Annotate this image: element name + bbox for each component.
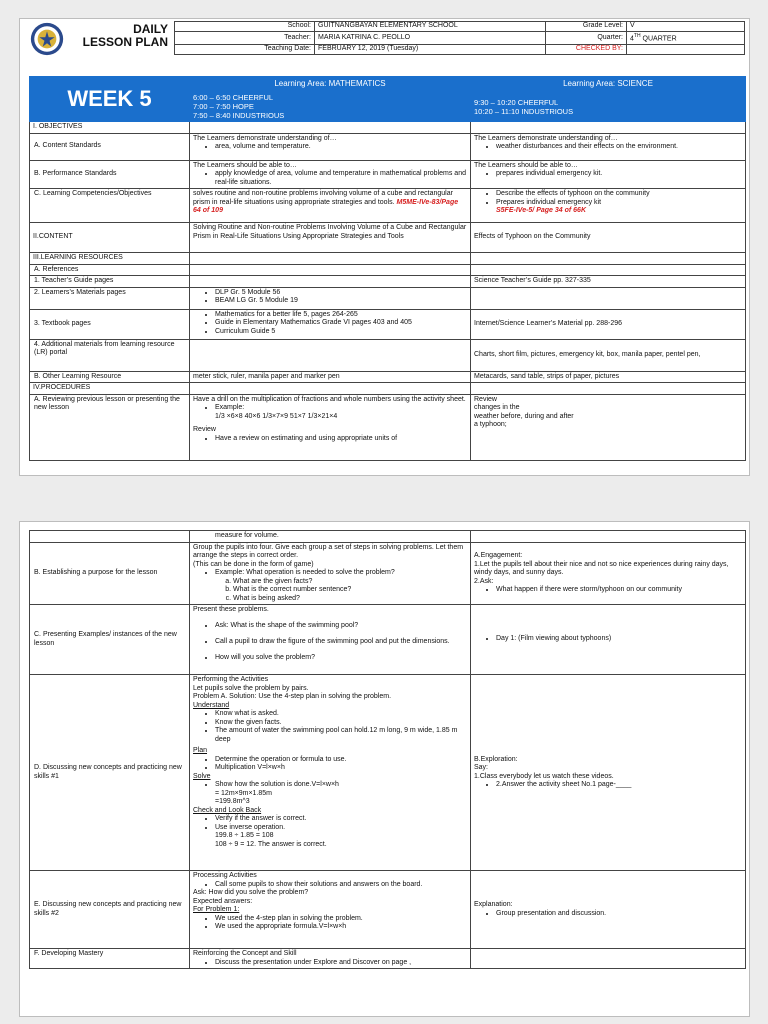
math-content-standards: The Learners demonstrate understanding of… • area, volume and temperature. [190, 133, 471, 160]
math-presenting-examples: Present these problems. • Ask: What is the shape of the swimming pool? • Call a pupil to draw the figure of the swimming pool and put the dimensions. • How will you solve the problem? [190, 605, 471, 675]
developing-mastery-label: F. Developing Mastery [30, 949, 190, 969]
math-learners-materials: • DLP Gr. 5 Module 56 • BEAM LG Gr. 5 Module 19 [190, 287, 471, 309]
science-performance-standards: The Learners should be able to… • prepares individual emergency kit. [471, 160, 746, 189]
school-value: GUITNANGBAYAN ELEMENTARY SCHOOL [315, 22, 546, 32]
textbook-pages-label: 3. Textbook pages [30, 309, 190, 339]
science-competencies: • Describe the effects of typhoon on the community • Prepares individual emergency kit S5FE-IVe-5/ Page 34 of 66K [471, 189, 746, 223]
science-presenting-examples: • Day 1: (Film viewing about typhoons) [471, 605, 746, 675]
establishing-purpose-label: B. Establishing a purpose for the lesson [30, 542, 190, 605]
math-discussing-2: Processing Activities • Call some pupils to show their solutions and answers on the board. Ask: How did you solve the problem? Expected answers: For Problem 1: • We used the 4-step plan in solving the problem. • We used the appropriate formula.V=l×w×h [190, 871, 471, 949]
additional-materials-label: 4. Additional materials from learning resource (LR) portal [30, 339, 190, 371]
science-textbook-pages: Internet/Science Learner’s Material pp. 288-296 [471, 309, 746, 339]
science-additional-materials: Charts, short film, pictures, emergency kit, box, manila paper, pentel pen, [471, 339, 746, 371]
math-schedule: 6:00 – 6:50 CHEERFUL 7:00 – 7:50 HOPE 7:50 – 8:40 INDUSTRIOUS [190, 92, 471, 122]
math-review: Have a drill on the multiplication of fractions and whole numbers using the activity sheet. • Example: 1/3 ×6×8 40×6 1/3×7×9 51×7 1/3×21×4 Review • Have a review on estimating and using appropriate units of [190, 394, 471, 460]
science-content: Effects of Typhoon on the Community [471, 223, 746, 253]
content-heading: II.CONTENT [30, 223, 190, 253]
science-area: Learning Area: SCIENCE [471, 77, 746, 92]
discussing-1-label: D. Discussing new concepts and practicing new skills #1 [30, 675, 190, 871]
presenting-examples-label: C. Presenting Examples/ instances of the new lesson [30, 605, 190, 675]
science-review: Review changes in the weather before, during and after a typhoon; [471, 394, 746, 460]
math-performance-standards: The Learners should be able to… • apply knowledge of area, volume and temperature in mathematical problems and real-life situations. [190, 160, 471, 189]
date-value: FEBRUARY 12, 2019 (Tuesday) [315, 44, 546, 54]
title-line-2: LESSON PLAN [82, 35, 168, 49]
science-other-resources: Metacards, sand table, strips of paper, pictures [471, 371, 746, 383]
competencies-label: C. Learning Competencies/Objectives [30, 189, 190, 223]
math-textbook-pages: • Mathematics for a better life 5, pages 264-265 • Guide in Elementary Mathematics Grade VI pages 403 and 405 • Curriculum Guide 5 [190, 309, 471, 339]
science-teachers-guide: Science Teacher’s Guide pp. 327-335 [471, 276, 746, 288]
doc-title [80, 23, 168, 49]
objectives-heading: I. OBJECTIVES [30, 122, 190, 134]
math-area: Learning Area: MATHEMATICS [190, 77, 471, 92]
math-discussing-1: Performing the Activities Let pupils solve the problem by pairs. Problem A. Solution: Use the 4-step plan in solving the problem. Understand • Know what is asked. • Know the given facts. • The amount of water the swimming pool can hold.12 m long, 9 m wide, 1.85 m deep Plan • Determine the operation or formula to use. • Multiplication V=l×w×h Solve • Show how the solution is done.V=l×w×h = 12m×9m×1.85m =199.8m^3 Check and Look Back • Verify if the answer is correct. • Use inverse operation. 199.8 ÷ 1.85 = 108 108 ÷ 9 = 12. The answer is correct. [190, 675, 471, 871]
other-resources-label: B. Other Learning Resource [30, 371, 190, 383]
teacher-value: MARIA KATRINA C. PEOLLO [315, 32, 546, 45]
school-label: School: [175, 22, 315, 32]
lesson-table-page-1 [29, 76, 746, 461]
lesson-plan-page-2 [19, 521, 750, 1017]
grade-value: V [627, 22, 745, 32]
week-label: WEEK 5 [30, 77, 190, 122]
math-establishing-purpose: Group the pupils into four. Give each group a set of steps in solving problems. Let them arrange the steps in correct order. (This can be done in the form of game) • Example: What operation is needed to solve the problem? a. What are the given facts? b. What is the correct number sentence? c. What is being asked? [190, 542, 471, 605]
checked-by-value [627, 44, 745, 54]
learners-materials-label: 2. Learners’s Materials pages [30, 287, 190, 309]
procedures-heading: IV.PROCEDURES [30, 383, 190, 395]
math-other-resources: meter stick, ruler, manila paper and marker pen [190, 371, 471, 383]
date-label: Teaching Date: [175, 44, 315, 54]
science-content-standards: The Learners demonstrate understanding of… • weather disturbances and their effects on the environment. [471, 133, 746, 160]
checked-by-label: CHECKED BY: [546, 44, 627, 54]
references-label: A. References [30, 264, 190, 276]
math-competencies: solves routine and non-routine problems involving volume of a cube and rectangular prism in real-life situations using appropriate strategies and tools. M5ME-IVe-83/Page 64 of 109 [190, 189, 471, 223]
math-developing-mastery: Reinforcing the Concept and Skill • Discuss the presentation under Explore and Discover on page , [190, 949, 471, 969]
math-content: Solving Routine and Non-routine Problems Involving Volume of a Cube and Rectangular Prism in Real-Life Situations Using Appropriate Strategies and Tools [190, 223, 471, 253]
review-label: A. Reviewing previous lesson or presenting the new lesson [30, 394, 190, 460]
performance-standards-label: B. Performance Standards [30, 160, 190, 189]
teacher-label: Teacher: [175, 32, 315, 45]
header-table [174, 21, 745, 55]
science-schedule: 9:30 – 10:20 CHEERFUL 10:20 – 11:10 INDUSTRIOUS [471, 92, 746, 122]
science-explanation: Explanation: • Group presentation and discussion. [471, 871, 746, 949]
resources-heading: III.LEARNING RESOURCES [30, 253, 190, 265]
quarter-label: Quarter: [546, 32, 627, 45]
quarter-value: 4TH QUARTER [627, 32, 745, 45]
content-standards-label: A. Content Standards [30, 133, 190, 160]
deped-seal-icon [30, 22, 64, 56]
lesson-plan-page-1 [19, 18, 750, 476]
science-exploration: B.Exploration: Say: 1.Class everybody let us watch these videos. • 2.Answer the activity sheet No.1 page-____ [471, 675, 746, 871]
math-review-continued: measure for volume. [190, 531, 471, 543]
teachers-guide-label: 1. Teacher’s Guide pages [30, 276, 190, 288]
discussing-2-label: E. Discussing new concepts and practicing new skills #2 [30, 871, 190, 949]
lesson-table-page-2 [29, 530, 746, 969]
title-line-1: DAILY [133, 22, 168, 36]
grade-label: Grade Level: [546, 22, 627, 32]
science-engagement: A.Engagement: 1.Let the pupils tell about their nice and not so nice experiences during rainy days, windy days, and sunny days. 2.Ask: • What happen if there were storm/typhoon on our community [471, 542, 746, 605]
